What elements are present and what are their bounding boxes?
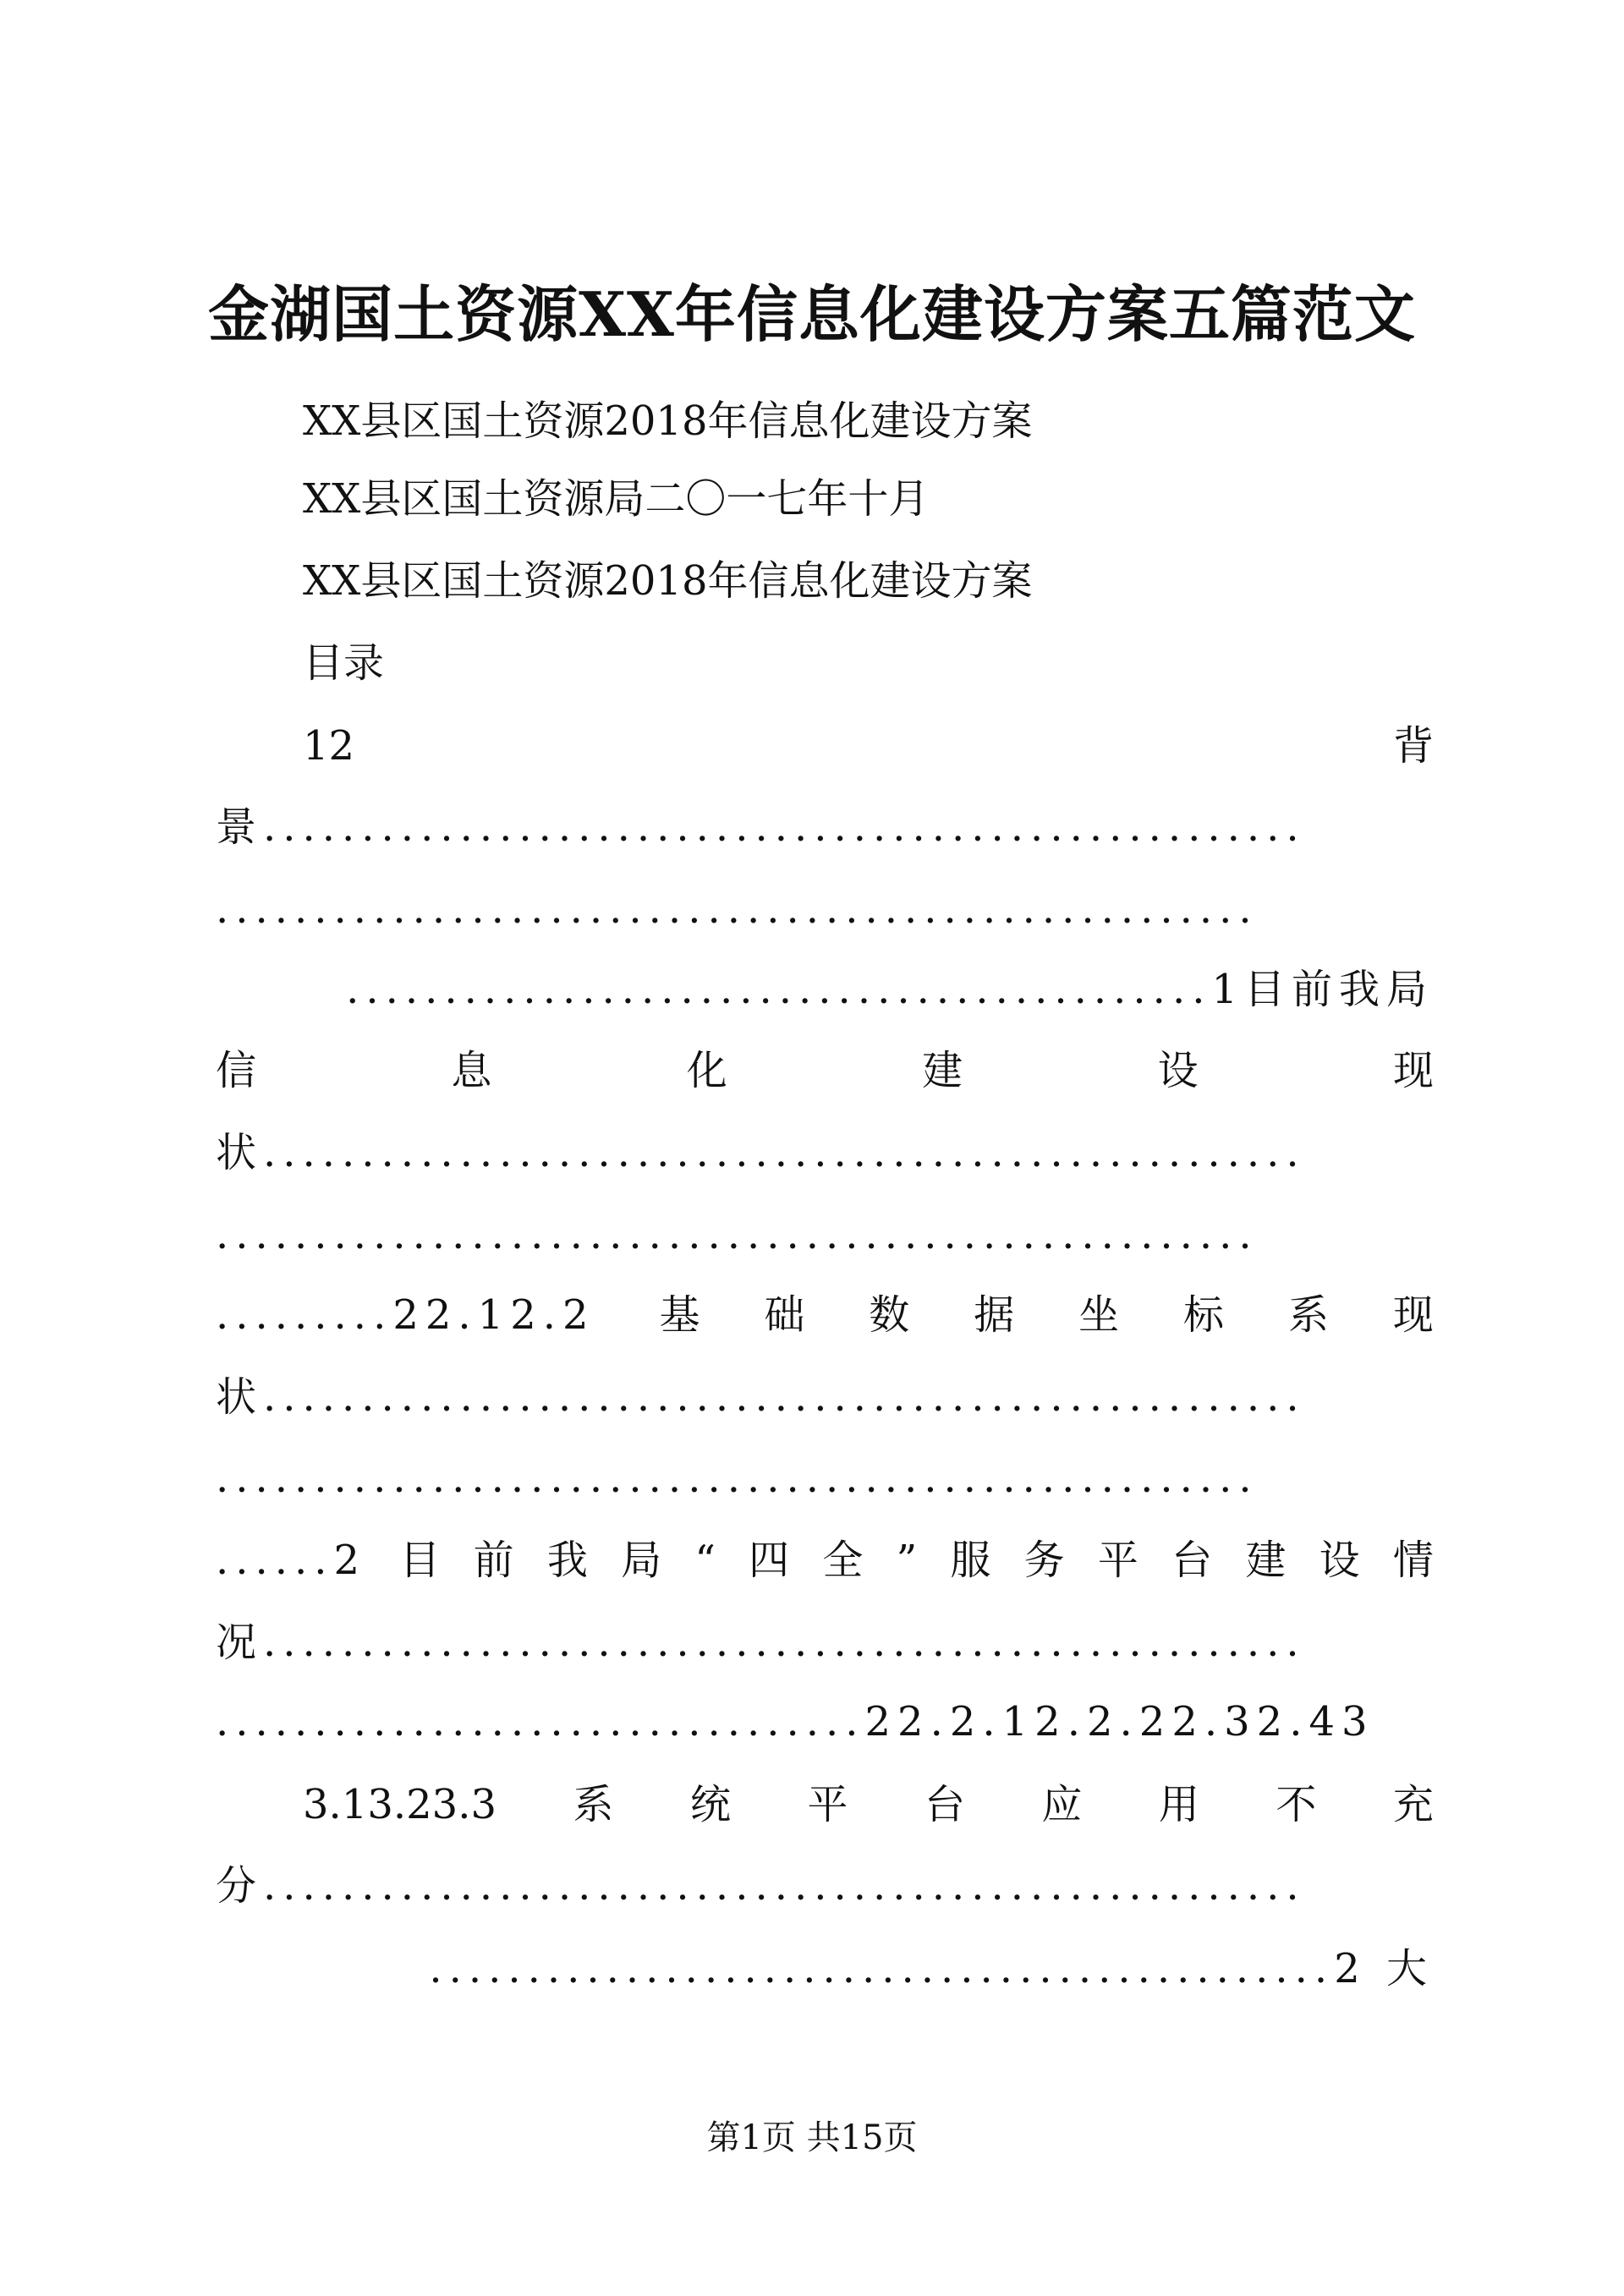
toc-row-10: ..................................................... <box>216 1455 1259 1502</box>
toc-char: 化 <box>686 1047 727 1094</box>
toc-row-6: 状..................................................... <box>216 1129 1306 1176</box>
toc-row-11 <box>216 1535 1434 1586</box>
toc-row-7: ..................................................... <box>216 1211 1259 1258</box>
toc-char: 建 <box>922 1047 963 1094</box>
toc-char: 不 <box>1276 1781 1317 1828</box>
toc-row-13: .................................22.2.12.2.22.32.43 <box>216 1698 1374 1745</box>
toc-row-2: 景..................................................... <box>216 803 1306 851</box>
toc-entry-number: 3.13.23.3 <box>303 1781 497 1828</box>
toc-char: 据 <box>974 1291 1015 1339</box>
toc-number: 12 <box>303 722 355 770</box>
toc-row-15: 分..................................................... <box>216 1862 1306 1910</box>
toc-entry-number: .........22.12.2 <box>216 1291 595 1339</box>
toc-row-4: ............................................1目前我局 <box>346 966 1434 1013</box>
toc-char: “ <box>694 1537 716 1584</box>
toc-char: 情 <box>1392 1537 1434 1584</box>
toc-char: ” <box>896 1537 918 1584</box>
document-title: 金湖国土资源XX年信息化建设方案五篇范文 <box>208 278 1416 350</box>
toc-entry-number: ......2 <box>216 1537 367 1584</box>
toc-row-16: ..............................................2 大 <box>429 1945 1434 1992</box>
toc-char: 系 <box>1287 1291 1329 1339</box>
toc-char: 目 <box>399 1537 441 1584</box>
toc-char: 四 <box>749 1537 790 1584</box>
toc-char: 务 <box>1023 1537 1065 1584</box>
toc-char: 我 <box>546 1537 588 1584</box>
toc-char: 全 <box>822 1537 864 1584</box>
toc-char: 平 <box>807 1781 848 1828</box>
toc-char: 础 <box>764 1291 805 1339</box>
toc-heading: 目录 <box>303 639 385 687</box>
subtitle-line-1: XX县区国土资源2018年信息化建设方案 <box>303 397 1033 445</box>
toc-char: 建 <box>1245 1537 1287 1584</box>
toc-row-5 <box>216 1045 1434 1096</box>
toc-row-1 <box>303 721 1434 771</box>
toc-row-3: ..................................................... <box>216 885 1259 933</box>
toc-char: 坐 <box>1078 1291 1120 1339</box>
toc-char: 局 <box>621 1537 662 1584</box>
toc-char: 台 <box>1171 1537 1213 1584</box>
toc-char: 基 <box>659 1291 700 1339</box>
toc-char: 应 <box>1041 1781 1083 1828</box>
toc-char: 用 <box>1158 1781 1199 1828</box>
toc-row-9: 状..................................................... <box>216 1373 1306 1421</box>
toc-char: 前 <box>473 1537 514 1584</box>
toc-char: 信 <box>216 1047 257 1094</box>
toc-char: 标 <box>1183 1291 1225 1339</box>
toc-char: 现 <box>1392 1291 1434 1339</box>
toc-char: 数 <box>869 1291 910 1339</box>
toc-char: 充 <box>1392 1781 1434 1828</box>
toc-char: 平 <box>1097 1537 1138 1584</box>
page-footer: 第1页 共15页 <box>706 2118 918 2157</box>
toc-char: 系 <box>573 1781 614 1828</box>
toc-char: 息 <box>451 1047 492 1094</box>
subtitle-line-2: XX县区国土资源局二〇一七年十月 <box>303 475 930 523</box>
toc-char: 设 <box>1157 1047 1199 1094</box>
toc-char: 统 <box>689 1781 731 1828</box>
toc-row-12: 况..................................................... <box>216 1619 1306 1666</box>
toc-text: 背 <box>1392 722 1434 770</box>
toc-char: 台 <box>924 1781 965 1828</box>
subtitle-line-3: XX县区国土资源2018年信息化建设方案 <box>303 557 1033 605</box>
toc-char: 设 <box>1319 1537 1360 1584</box>
toc-char: 现 <box>1392 1047 1434 1094</box>
toc-row-8 <box>216 1290 1434 1340</box>
toc-row-14 <box>303 1779 1434 1830</box>
toc-char: 服 <box>950 1537 991 1584</box>
